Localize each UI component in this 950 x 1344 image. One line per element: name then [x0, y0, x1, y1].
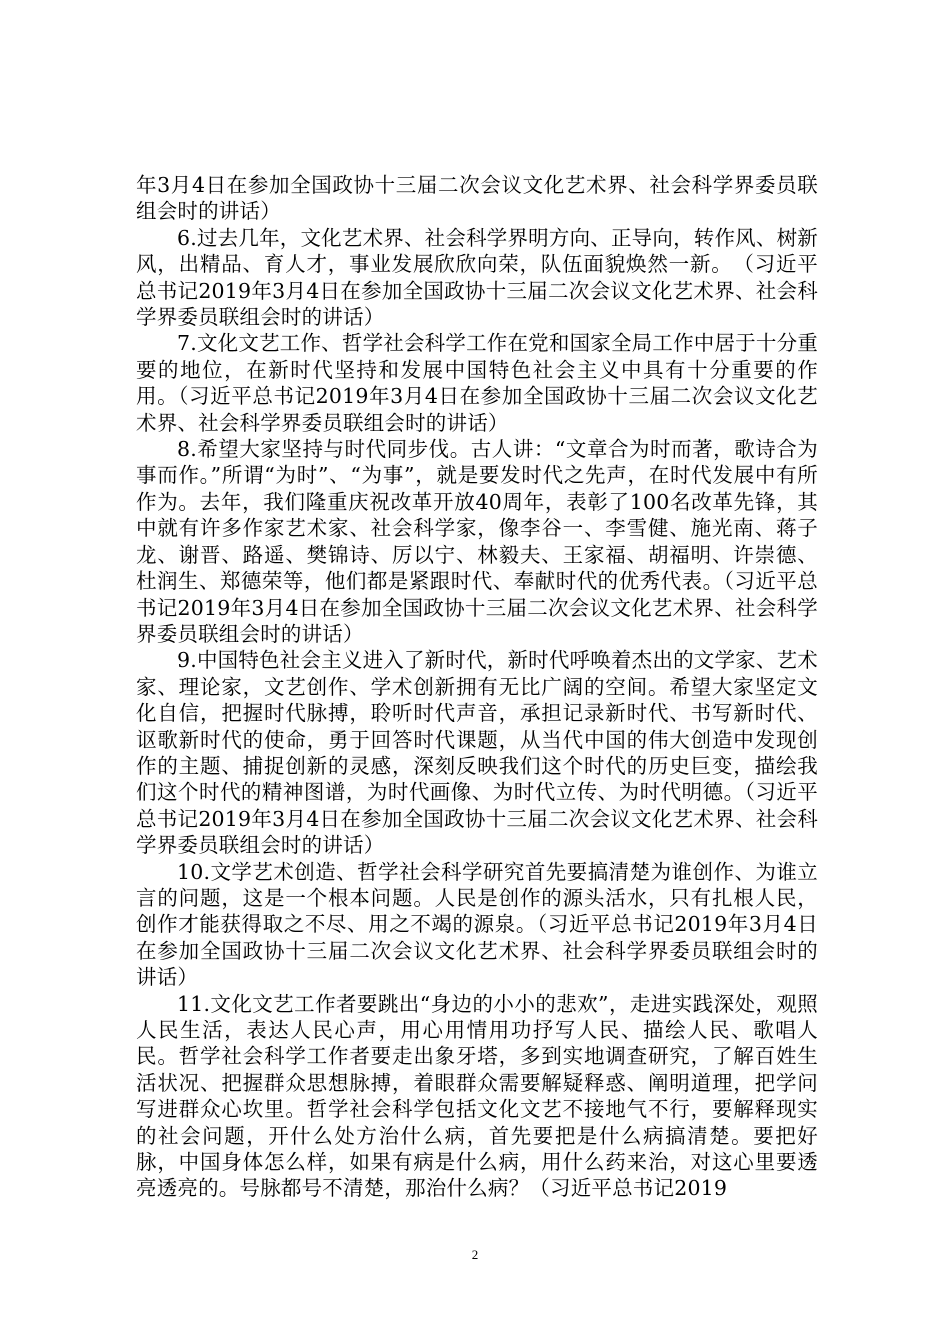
paragraph-item-11: 11.文化文艺工作者要跳出“身边的小小的悲欢”，走进实践深处，观照人民生活，表达人民心声，用心用情用功抒写人民、描绘人民、歌唱人民。哲学社会科学工作者要走出象牙塔，多到实地调查研究，了解百姓生活状况、把握群众思想脉搏，着眼群众需要解疑释惑、阐明道理，把学问写进群众心坎里。哲学社会科学包括文化文艺不接地气不行，要解释现实的社会问题，开什么处方治什么病，首先要把是什么病搞清楚。要把好脉，中国身体怎么样，如果有病是什么病，用什么药来治，对这心里要透亮透亮的。号脉都号不清楚，那治什么病？（习近平总书记2019 — [136, 991, 818, 1201]
paragraph-item-7: 7.文化文艺工作、哲学社会科学工作在党和国家全局工作中居于十分重要的地位，在新时代坚持和发展中国特色社会主义中具有十分重要的作用。（习近平总书记2019年3月4日在参加全国政协十三届二次会议文化艺术界、社会科学界委员联组会时的讲话） — [136, 331, 818, 435]
document-body — [136, 172, 818, 1202]
paragraph-item-6: 6.过去几年，文化艺术界、社会科学界明方向、正导向，转作风、树新风，出精品、育人才，事业发展欣欣向荣，队伍面貌焕然一新。 （习近平总书记2019年3月4日在参加全国政协十三届二次会议文化艺术界、社会科学界委员联组会时的讲话） — [136, 225, 818, 330]
paragraph-item-10: 10.文学艺术创造、哲学社会科学研究首先要搞清楚为谁创作、为谁立言的问题，这是一个根本问题。人民是创作的源头活水，只有扎根人民，创作才能获得取之不尽、用之不竭的源泉。（习近平总书记2019年3月4日在参加全国政协十三届二次会议文化艺术界、社会科学界委员联组会时的讲话） — [136, 859, 818, 990]
paragraph-item-9: 9.中国特色社会主义进入了新时代，新时代呼唤着杰出的文学家、艺术家、理论家，文艺创作、学术创新拥有无比广阔的空间。希望大家坚定文化自信，把握时代脉搏，聆听时代声音，承担记录新时代、书写新时代、讴歌新时代的使命，勇于回答时代课题，从当代中国的伟大创造中发现创作的主题、捕捉创新的灵感，深刻反映我们这个时代的历史巨变，描绘我们这个时代的精神图谱，为时代画像、为时代立传、为时代明德。（习近平总书记2019年3月4日在参加全国政协十三届二次会议文化艺术界、社会科学界委员联组会时的讲话） — [136, 648, 818, 858]
paragraph-continuation: 年3月4日在参加全国政协十三届二次会议文化艺术界、社会科学界委员联组会时的讲话） — [136, 173, 818, 224]
paragraph-item-8: 8.希望大家坚持与时代同步伐。古人讲：“文章合为时而著，歌诗合为事而作。”所谓“为时”、“为事”，就是要发时代之先声，在时代发展中有所作为。去年，我们隆重庆祝改革开放40周年，表彰了100名改革先锋，其中就有许多作家艺术家、社会科学家，像李谷一、李雪健、施光南、蒋子龙、谢晋、路遥、樊锦诗、厉以宁、林毅夫、王家福、胡福明、许崇德、杜润生、郑德荣等，他们都是紧跟时代、奉献时代的优秀代表。（习近平总书记2019年3月4日在参加全国政协十三届二次会议文化艺术界、社会科学界委员联组会时的讲话） — [136, 437, 818, 646]
page-number: 2 — [471, 1247, 479, 1262]
